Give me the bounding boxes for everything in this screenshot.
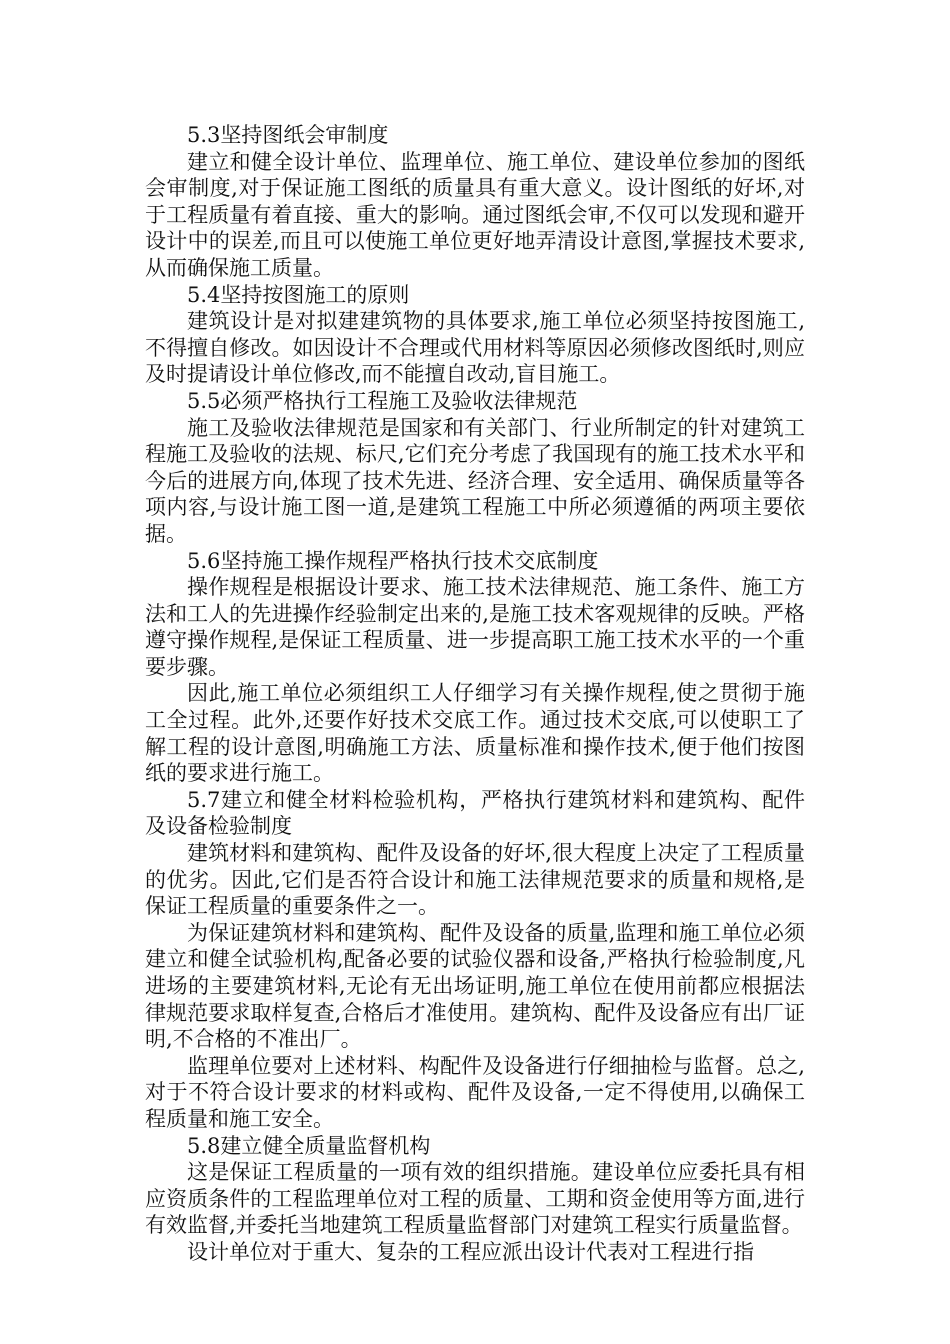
section-heading-5-8: 5.8建立健全质量监督机构 bbox=[187, 1133, 431, 1158]
section-heading-5-6: 5.6坚持施工操作规程严格执行技术交底制度 bbox=[187, 548, 599, 573]
document-page bbox=[145, 122, 805, 1266]
body-paragraph: 建立和健全设计单位、监理单位、施工单位、建设单位参加的图纸会审制度,对于保证施工图纸的质量具有重大意义。设计图纸的好坏,对于工程质量有着直接、重大的影响。通过图纸会审,不仅可以发现和避开设计中的误差,而且可以使施工单位更好地弄清设计意图,掌握技术要求,从而确保施工质量。 bbox=[145, 149, 805, 280]
body-paragraph: 施工及验收法律规范是国家和有关部门、行业所制定的针对建筑工程施工及验收的法规、标尺,它们充分考虑了我国现有的施工技术水平和今后的进展方向,体现了技术先进、经济合理、安全适用、确保质量等各项内容,与设计施工图一道,是建筑工程施工中所必须遵循的两项主要依据。 bbox=[145, 415, 805, 546]
body-paragraph: 监理单位要对上述材料、构配件及设备进行仔细抽检与监督。总之,对于不符合设计要求的材料或构、配件及设备,一定不得使用,以确保工程质量和施工安全。 bbox=[145, 1053, 805, 1131]
body-paragraph: 这是保证工程质量的一项有效的组织措施。建设单位应委托具有相应资质条件的工程监理单位对工程的质量、工期和资金使用等方面,进行有效监督,并委托当地建筑工程质量监督部门对建筑工程实行质量监督。 bbox=[145, 1160, 805, 1238]
body-paragraph: 设计单位对于重大、复杂的工程应派出设计代表对工程进行指 bbox=[187, 1239, 754, 1264]
section-heading-5-7: 5.7建立和健全材料检验机构，严格执行建筑材料和建筑构、配件及设备检验制度 bbox=[145, 787, 805, 839]
body-paragraph: 操作规程是根据设计要求、施工技术法律规范、施工条件、施工方法和工人的先进操作经验制定出来的,是施工技术客观规律的反映。严格遵守操作规程,是保证工程质量、进一步提高职工施工技术水平的一个重要步骤。 bbox=[145, 575, 805, 679]
section-heading-5-5: 5.5必须严格执行工程施工及验收法律规范 bbox=[187, 388, 578, 413]
body-paragraph: 建筑材料和建筑构、配件及设备的好坏,很大程度上决定了工程质量的优劣。因此,它们是否符合设计和施工法律规范要求的质量和规格,是保证工程质量的重要条件之一。 bbox=[145, 841, 805, 919]
body-paragraph: 建筑设计是对拟建建筑物的具体要求,施工单位必须坚持按图施工,不得擅自修改。如因设计不合理或代用材料等原因必须修改图纸时,则应及时提请设计单位修改,而不能擅自改动,盲目施工。 bbox=[145, 309, 805, 387]
body-paragraph: 因此,施工单位必须组织工人仔细学习有关操作规程,使之贯彻于施工全过程。此外,还要作好技术交底工作。通过技术交底,可以使职工了解工程的设计意图,明确施工方法、质量标准和操作技术,便于他们按图纸的要求进行施工。 bbox=[145, 681, 805, 786]
section-heading-5-3: 5.3坚持图纸会审制度 bbox=[187, 123, 389, 147]
section-heading-5-4: 5.4坚持按图施工的原则 bbox=[187, 282, 410, 307]
body-paragraph: 为保证建筑材料和建筑构、配件及设备的质量,监理和施工单位必须建立和健全试验机构,配备必要的试验仪器和设备,严格执行检验制度,凡进场的主要建筑材料,无论有无出场证明,施工单位在使用前都应根据法律规范要求取样复查,合格后才准使用。建筑构、配件及设备应有出厂证明,不合格的不准出厂。 bbox=[145, 920, 805, 1052]
